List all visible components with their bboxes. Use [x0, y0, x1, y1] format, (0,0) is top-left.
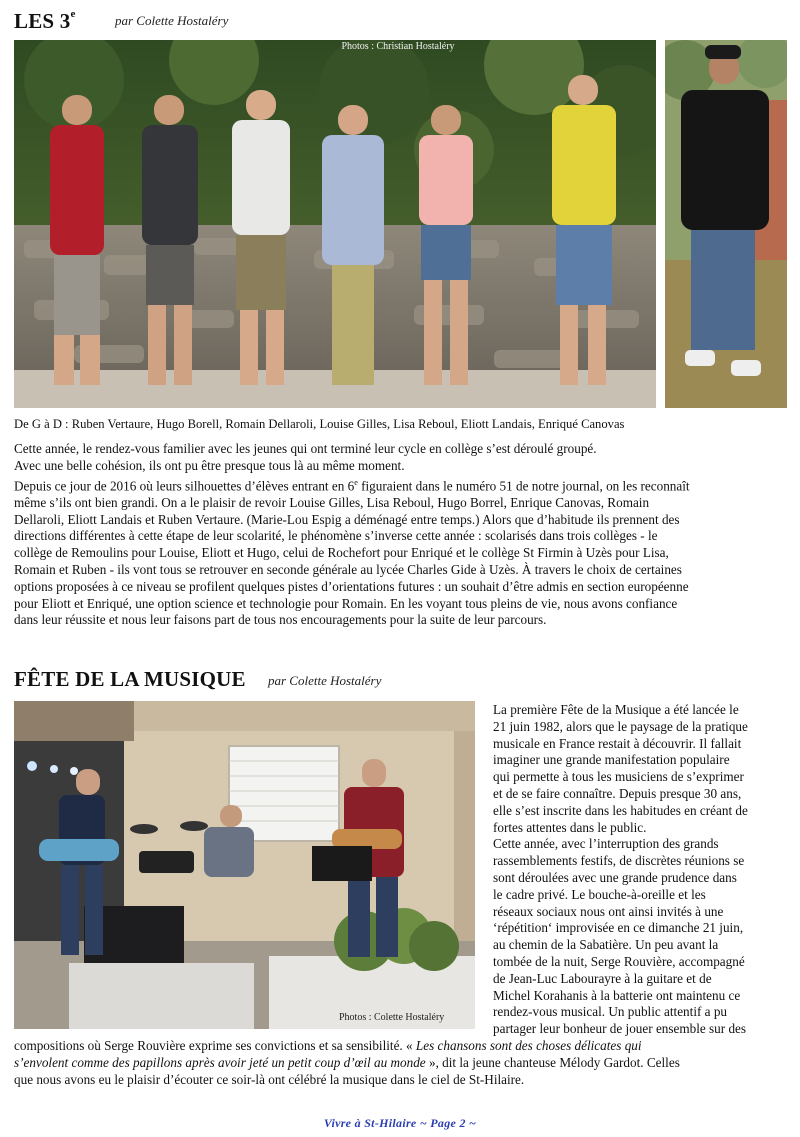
text-line: Cette année, le rendez-vous familier avec les jeunes qui ont terminé leur cycle en collège s’est déroulé groupé.	[14, 441, 597, 456]
text-line: fortes attentes dans le public.	[493, 819, 647, 835]
article-les-3e	[14, 441, 787, 629]
text-line: ‘répétition‘ improvisée en ce dimanche 21 juin,	[493, 920, 744, 936]
section-title-fete-musique: FÊTE DE LA MUSIQUE	[14, 667, 246, 691]
text-line: qui permette à tous les musiciens de s’exprimer	[493, 769, 744, 785]
text-line: Dellaroli, Eliott Landais et Ruben Vertaure. (Marie-Lou Espig a déménagé entre temps.) Alors que d’habitude ils prennent des	[14, 511, 680, 527]
article-fete-musique-full	[14, 1038, 787, 1088]
text-line: collège de Remoulins pour Louise, Eliott et Hugo, celui de Rochefort pour Enriqué et le collège St Firmin à Uzès pour Lisa,	[14, 545, 669, 561]
text-line: même s’ils ont bien grandi. On a le plaisir de revoir Louise Gilles, Lisa Reboul, Hugo Borrel, Enrique Canovas, Romain	[14, 494, 650, 510]
group-photo-illustration	[14, 40, 656, 408]
text-line: directions différentes à cette étape de leur scolarité, le phénomène s’inverse cette année : scolarisés dans trois collèges - le	[14, 528, 658, 544]
text-line: au chemin de la Sabatière. Un peu avant la	[493, 937, 719, 953]
article-fete-musique-column	[493, 702, 786, 1038]
text-line: imaginer une grande manifestation populaire	[493, 752, 730, 768]
group-photo	[14, 40, 656, 408]
byline: par Colette Hostaléry	[268, 673, 382, 688]
page-footer: Vivre à St-Hilaire ~ Page 2 ~	[323, 1116, 477, 1130]
photo-caption: De G à D : Ruben Vertaure, Hugo Borell, Romain Dellaroli, Louise Gilles, Lisa Reboul, Eliott Landais, Enriqué Canovas	[14, 417, 625, 431]
text-line: Depuis ce jour de 2016 où leurs silhouettes d’élèves entrant en 6e figuraient dans le numéro 51 de notre journal, on les reconnaît	[14, 477, 690, 493]
text-line: Cette année, avec l’interruption des grands	[493, 836, 719, 852]
text-line: elle s’est inscrite dans les habitudes en créant de	[493, 802, 748, 818]
text-line: le cadre privé. Le bouche-à-oreille et les	[493, 886, 706, 902]
concert-illustration	[14, 701, 475, 1029]
text-line: Avec une belle cohésion, ils ont pu être presque tous là au même moment.	[14, 457, 405, 473]
text-line: tombée de la nuit, Serge Rouvière, accompagné	[493, 953, 745, 969]
portrait-illustration	[665, 40, 787, 408]
text-line: sont déroulées avec une grande prudence dans	[493, 869, 737, 885]
text-line: La première Fête de la Musique a été lancée le	[493, 702, 739, 717]
photo-credit: Photos : Colette Hostaléry	[339, 1012, 445, 1023]
text-line: Romain et Ruben - ils vont tous se retrouver en seconde générale au lycée Charles Gide à Uzès. À travers le choix de certaines	[14, 561, 682, 577]
text-line: options proposées à ce niveau se profilent quelques pistes d’orientations futures : un souhait d’être admis en section européenne	[14, 578, 689, 594]
section-title-les-3e: LES 3e	[14, 8, 76, 33]
text-line: rassemblements festifs, de discrètes réunions se	[493, 853, 745, 869]
text-line: rendez-vous musical. Un public attentif a pu	[493, 1004, 728, 1020]
text-line: compositions où Serge Rouvière exprime ses convictions et sa sensibilité. « Les chansons sont des choses délicates qui	[14, 1038, 642, 1053]
text-line: pour Eliott et Enriqué, une option science et technologie pour Romain. En les voyant tous pleins de vie, nous avons confiance	[14, 595, 678, 611]
text-line: 21 juin 1982, alors que le paysage de la pratique	[493, 718, 748, 734]
portrait-photo	[665, 40, 787, 408]
text-line: et de se faire connaître. Depuis presque 30 ans,	[493, 785, 742, 801]
photo-credit: Photos : Christian Hostaléry	[341, 41, 455, 52]
text-line: réseaux sociaux nous ont ainsi invités à une	[493, 903, 724, 919]
concert-photo	[14, 701, 475, 1029]
text-line: que nous avons eu le plaisir d’écouter ce soir-là ont célébré la musique dans le ciel de St-Hilaire.	[14, 1071, 525, 1087]
text-line: musicale en France restait à découvrir. Il fallait	[493, 735, 742, 751]
text-line: dans leur réussite et nous leur faisons part de tous nos encouragements pour la suite de leur parcours.	[14, 612, 547, 628]
byline: par Colette Hostaléry	[115, 13, 229, 28]
text-line: Michel Korahanis à la batterie ont maintenu ce	[493, 987, 741, 1003]
text-line: partager leur bonheur de jouer ensemble sur des	[493, 1021, 747, 1037]
text-line: de Jean-Luc Labourayre à la guitare et de	[493, 970, 712, 986]
text-line: s’envolent comme des papillons après avoir jeté un petit coup d’œil au monde », dit la jeune chanteuse Mélody Gardot. Celles	[14, 1054, 680, 1070]
